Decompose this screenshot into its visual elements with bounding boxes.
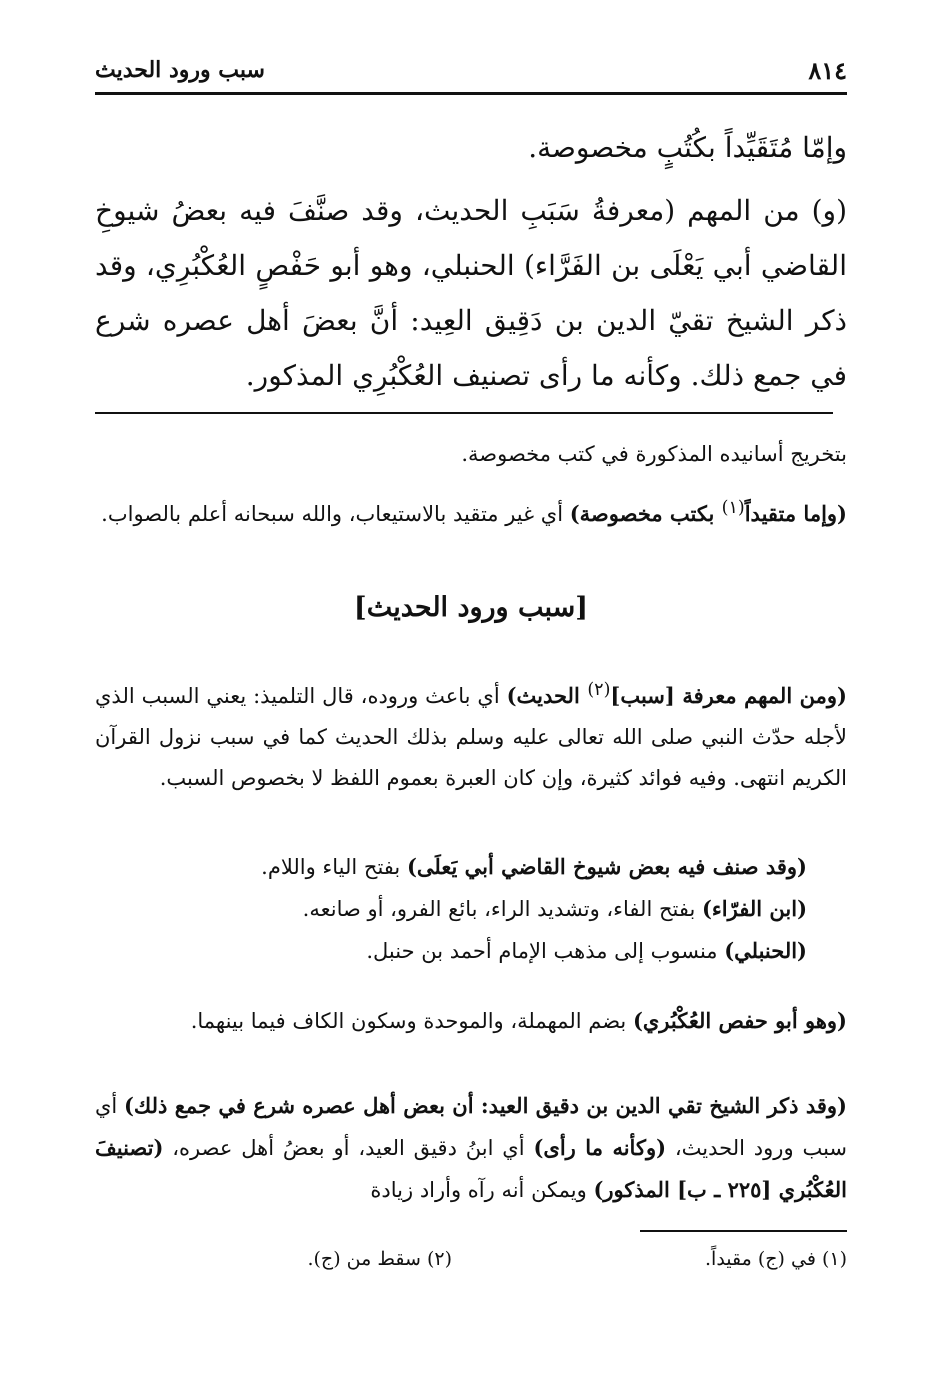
sharh-block-5 <box>95 1000 847 1042</box>
section-heading: [سبب ورود الحديث] <box>353 592 589 623</box>
commentary: ويمكن أنه رآه وأراد زيادة <box>370 1178 594 1202</box>
running-header <box>95 52 847 88</box>
quoted-matn: بكتب مخصوصة) <box>569 501 722 526</box>
page-number: ٨١٤ <box>808 55 847 85</box>
footnote-2: (٢) سقط من (ج). <box>307 1248 452 1270</box>
matn-block-1 <box>95 120 847 175</box>
matn-paragraph: (و) من المهم (معرفةُ سَبَبِ الحديث، وقد صنَّفَ فيه بعضُ شيوخِ القاضي أبي يَعْلَى بن الفَرَّاء) الحنبلي، وهو أبو حَفْصٍ العُكْبُرِي، وقد ذكر الشيخ تقيّ الدين بن دَقِيق العِيد: أنَّ بعضَ أهل عصره شرع في جمع ذلك. وكأنه ما رأى تصنيف العُكْبُرِي المذكور. <box>95 194 847 392</box>
header-rule <box>95 92 847 95</box>
footnotes <box>95 1248 847 1270</box>
commentary: أي باعث وروده، قال التلميذ: يعني السبب الذي لأجله حدّث النبي صلى الله تعالى عليه وسلم بذلك الحديث كما في سبب نزول القرآن الكريم انتهى. وفيه فوائد كثيرة، وإن كان العبرة بعموم اللفظ لا بخصوص السبب. <box>95 684 847 790</box>
sharh-block-4 <box>95 846 847 972</box>
quoted-matn: (وقد صنف فيه بعض شيوخ القاضي أبي يَعلَى) <box>406 854 807 879</box>
footnote-ref: (١) <box>721 498 745 518</box>
sharh-block-3 <box>95 670 847 799</box>
quoted-matn: الحديث) <box>506 683 588 708</box>
sharh-block-1 <box>95 434 847 475</box>
commentary: أي سبب ورود الحديث، <box>95 1094 847 1160</box>
commentary: بفتح الياء واللام. <box>261 855 407 879</box>
footnote-ref: (٢) <box>587 680 611 700</box>
footnote-1: (١) في (ج) مقيداً. <box>705 1248 847 1270</box>
commentary: أي ابنُ دقيق العيد، أو بعضُ أهل عصره، <box>163 1136 534 1160</box>
sharh-paragraph <box>95 888 847 930</box>
running-title: سبب ورود الحديث <box>95 57 265 83</box>
quoted-matn: (وكأنه ما رأى) <box>533 1135 667 1160</box>
sharh-block-6 <box>95 1085 847 1211</box>
quoted-matn: (ومن المهم معرفة [سبب] <box>610 683 847 708</box>
sharh-paragraph: بتخريج أسانيده المذكورة في كتب مخصوصة. <box>461 442 847 466</box>
quoted-matn: (وإما متقيداً <box>744 501 847 526</box>
sharh-paragraph <box>95 930 847 972</box>
sharh-paragraph <box>95 1085 847 1211</box>
commentary: أي غير متقيد بالاستيعاب، والله سبحانه أعلم بالصواب. <box>101 502 570 526</box>
sharh-paragraph <box>95 846 847 888</box>
commentary: بفتح الفاء، وتشديد الراء، بائع الفرو، أو صانعه. <box>302 897 702 921</box>
matn-sharh-divider <box>95 412 833 414</box>
sharh-paragraph <box>95 670 847 799</box>
sharh-paragraph <box>95 1000 847 1042</box>
footnote-rule <box>640 1230 847 1232</box>
sharh-block-2 <box>95 488 847 535</box>
quoted-matn: (وهو أبو حفص العُكْبُري) <box>632 1008 847 1033</box>
commentary: بضم المهملة، والموحدة وسكون الكاف فيما بينهما. <box>190 1009 633 1033</box>
matn-paragraph: وإمّا مُتَقَيِّداً بكُتُبٍ مخصوصة. <box>528 131 847 164</box>
matn-block-2 <box>95 183 847 403</box>
quoted-matn: (الحنبلي) <box>724 938 807 963</box>
quoted-matn: (ابن الفرّاء) <box>702 896 807 921</box>
commentary: منسوب إلى مذهب الإمام أحمد بن حنبل. <box>366 939 725 963</box>
quoted-matn: (تصنيفَ العُكْبُري [٢٢٥ ـ ب] المذكور) <box>95 1135 847 1202</box>
quoted-matn: (وقد ذكر الشيخ تقي الدين بن دقيق العيد: أن بعض أهل عصره شرع في جمع ذلك) <box>124 1093 847 1118</box>
sharh-paragraph <box>95 488 847 535</box>
